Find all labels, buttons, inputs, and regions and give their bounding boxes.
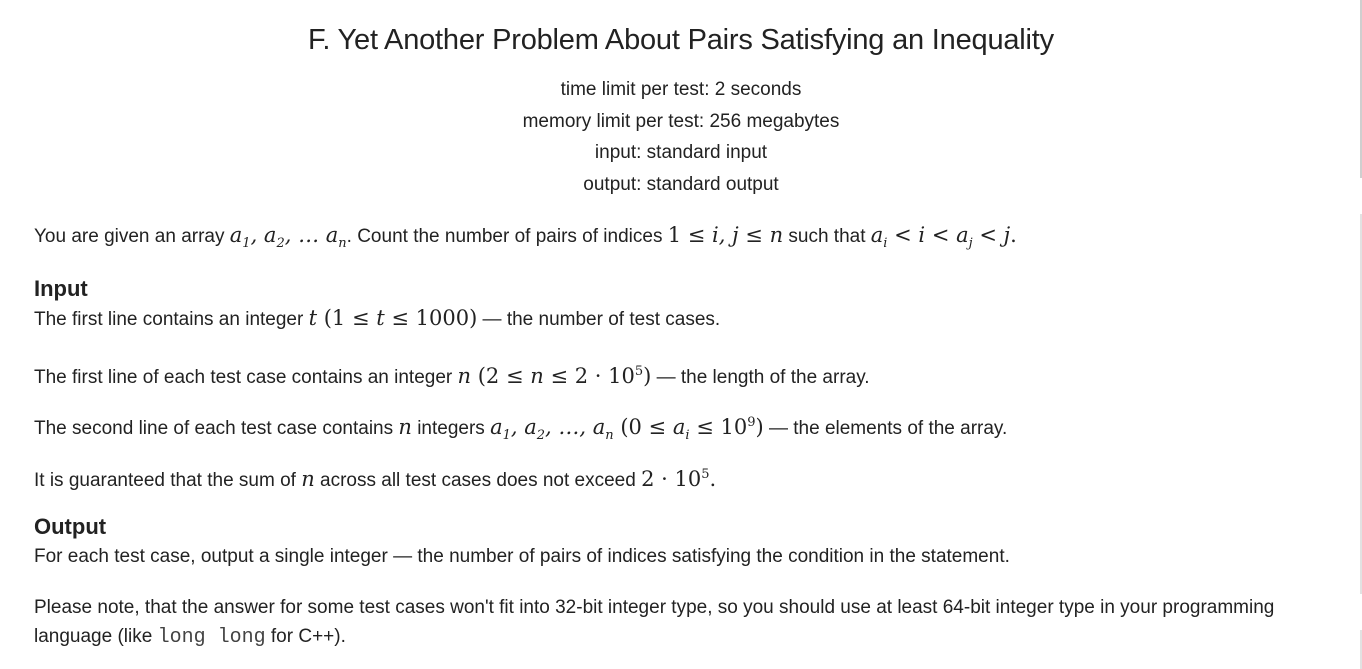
output-note (34, 593, 1314, 652)
input-text: integers (411, 418, 491, 439)
output-spec: output: standard output (583, 174, 779, 195)
statement-text: . Count the number of pairs of indices (346, 226, 668, 247)
math-array-elements: $a_1$, $a_2$, …, $a_n$ (490, 415, 614, 444)
problem-title: F. Yet Another Problem About Pairs Satisfying an Inequality (308, 24, 1054, 56)
output-heading: Output (34, 514, 107, 539)
code-long-long: long long (157, 626, 266, 649)
note-text: Please note, that the answer for some test cases won't fit into 32-bit integer type, so you should use at least 64-bit integer type in your programming language (like (34, 597, 1275, 647)
math-array: $a_1$, $a_2$, … $a_n$ (229, 223, 347, 252)
input-line-3 (34, 408, 1314, 450)
input-line-4 (34, 460, 1314, 495)
math-n: n (301, 467, 315, 491)
math-t-range: (1 ≤ t ≤ 1000) (317, 306, 478, 330)
statement-paragraph (34, 221, 1314, 258)
input-text: across all test cases does not exceed (314, 470, 642, 491)
math-a-range: $(0 \le a_i \le 10^9)$ (613, 415, 764, 444)
math-t: t (308, 306, 318, 330)
input-line-1 (34, 304, 1314, 334)
math-sum-limit: $2 \cdot 10^5$. (641, 467, 717, 491)
input-line-2 (34, 357, 1314, 392)
math-n: n (457, 364, 472, 388)
statement-text: You are given an array (34, 226, 230, 247)
input-text: — the length of the array. (651, 367, 870, 388)
input-spec: input: standard input (594, 142, 768, 163)
output-line-1: For each test case, output a single integer — the number of pairs of indices satisfying the condition in the statement. (34, 546, 1010, 567)
input-text: The first line contains an integer (34, 309, 309, 330)
input-text: The second line of each test case contains (34, 418, 399, 439)
memory-limit: memory limit per test: 256 megabytes (522, 111, 840, 132)
input-text: It is guaranteed that the sum of (34, 470, 302, 491)
math-n-range: $(2 \le n \le 2 \cdot 10^5)$ (471, 364, 652, 388)
statement-text: such that (783, 226, 871, 247)
input-text: — the number of test cases. (477, 309, 721, 330)
time-limit: time limit per test: 2 seconds (560, 79, 802, 100)
input-text: The first line of each test case contains an integer (34, 367, 458, 388)
math-condition: $a_i < i < a_j < j$. (870, 223, 1017, 252)
input-text: — the elements of the array. (763, 418, 1008, 439)
math-index-range: 1 ≤ i, j ≤ n (667, 223, 784, 247)
input-heading: Input (34, 276, 88, 301)
note-text: for C++). (265, 626, 346, 647)
math-n: n (398, 415, 412, 439)
